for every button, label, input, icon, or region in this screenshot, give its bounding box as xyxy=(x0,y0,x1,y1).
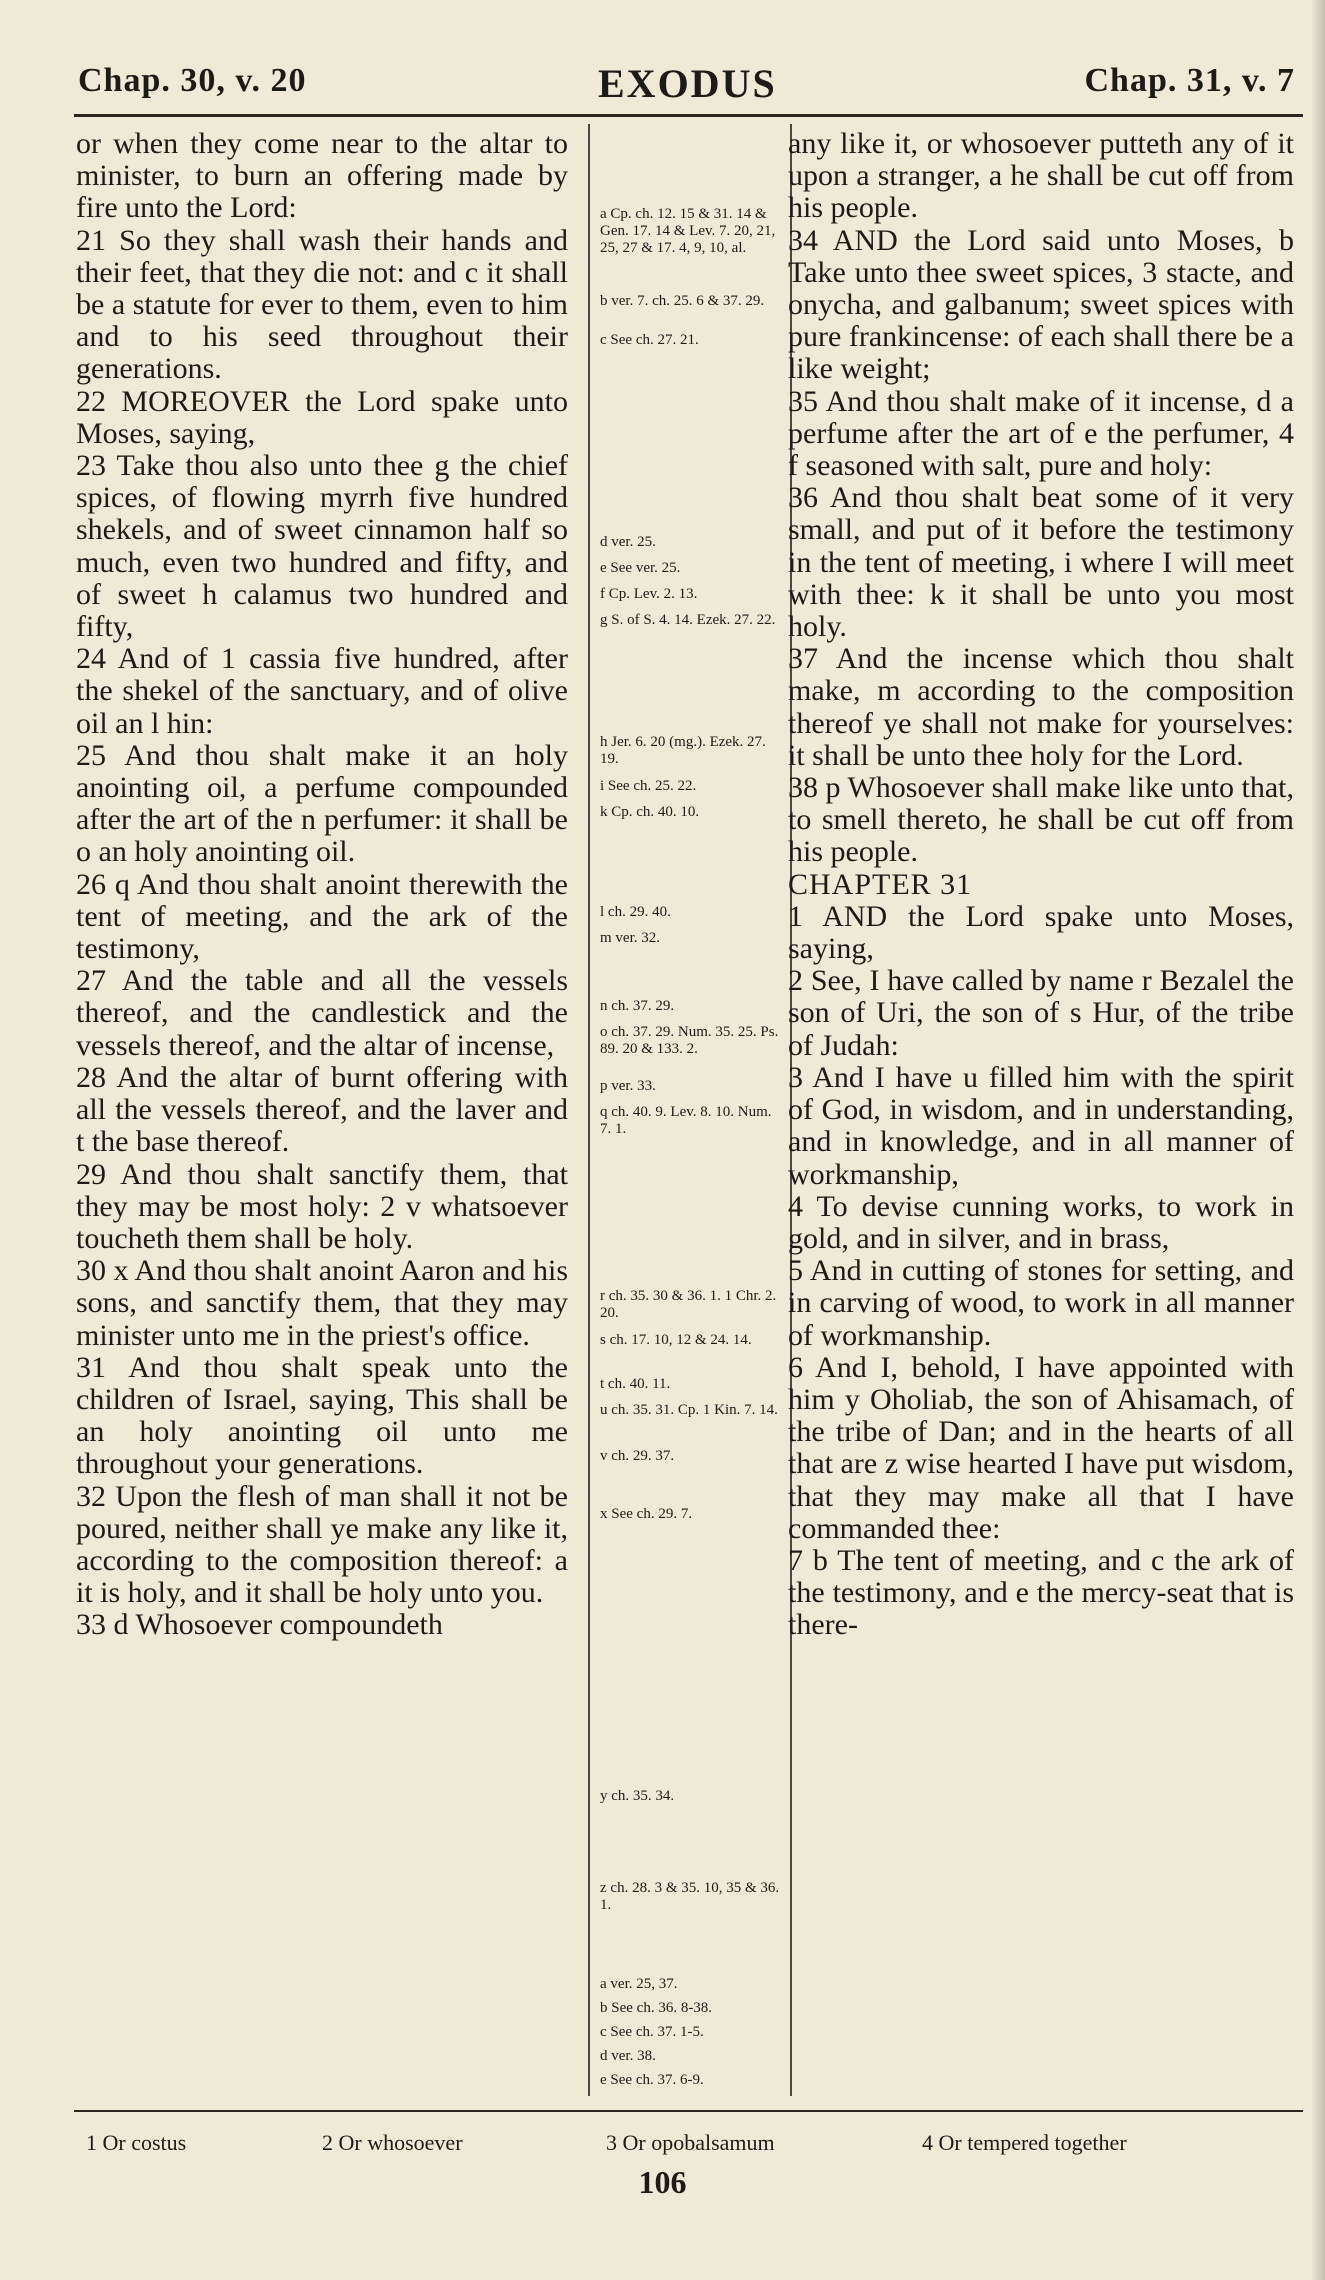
cross-reference: l ch. 29. 40. xyxy=(600,904,671,920)
cross-reference: a ver. 25, 37. xyxy=(600,1976,678,1992)
verse-paragraph: 37 And the incense which thou shalt make, m according to the composition thereof ye shall not make for yourselves: it shall be unto thee holy for the Lord. xyxy=(788,642,1294,772)
cross-reference: b ver. 7. ch. 25. 6 & 37. 29. xyxy=(600,293,765,309)
right-text-column xyxy=(788,128,1294,1642)
verse-paragraph: 28 And the altar of burnt offering with all the vessels thereof, and the laver and t the base thereof. xyxy=(76,1060,568,1159)
verse-paragraph: 4 To devise cunning works, to work in gold, and in silver, and in brass, xyxy=(788,1189,1294,1255)
verse-paragraph: 23 Take thou also unto thee g the chief spices, of flowing myrrh five hundred shekels, and of sweet cinnamon half so much, even two hundred and fifty, and of sweet h calamus two hundred and fifty, xyxy=(76,449,568,644)
verse-paragraph: 32 Upon the flesh of man shall it not be poured, neither shall ye make any like it, according to the composition thereof: a it is holy, and it shall be holy unto you. xyxy=(76,1479,568,1610)
cross-reference: m ver. 32. xyxy=(600,930,660,946)
footnote: 3 Or opobalsamum xyxy=(606,2130,775,2155)
cross-reference: d ver. 38. xyxy=(600,2048,656,2064)
page-edge-shadow xyxy=(1311,0,1325,2280)
verse-paragraph: 31 And thou shalt speak unto the children of Israel, saying, This shall be an holy anointing oil unto me throughout your generations. xyxy=(76,1350,568,1481)
cross-reference: c See ch. 37. 1-5. xyxy=(600,2024,704,2040)
cross-reference: d ver. 25. xyxy=(600,534,656,550)
cross-reference: q ch. 40. 9. Lev. 8. 10. Num. 7. 1. xyxy=(600,1104,772,1137)
cross-reference: e See ch. 37. 6-9. xyxy=(600,2072,704,2088)
cross-reference: i See ch. 25. 22. xyxy=(600,778,697,794)
verse-paragraph: 36 And thou shalt beat some of it very small, and put of it before the testimony in the tent of meeting, i where I will meet with thee: k it shall be unto you most holy. xyxy=(788,481,1294,644)
verse-paragraph: 30 x And thou shalt anoint Aaron and his sons, and sanctify them, that they may minister unto me in the priest's office. xyxy=(76,1254,568,1352)
cross-reference: z ch. 28. 3 & 35. 10, 35 & 36. 1. xyxy=(600,1880,780,1913)
verse-paragraph: 27 And the table and all the vessels thereof, and the candlestick and the vessels thereof, and the altar of incense, xyxy=(76,964,568,1062)
cross-reference: y ch. 35. 34. xyxy=(600,1788,675,1804)
verse-paragraph: 33 d Whosoever compoundeth xyxy=(76,1608,443,1642)
cross-reference: x See ch. 29. 7. xyxy=(600,1506,693,1522)
cross-reference: f Cp. Lev. 2. 13. xyxy=(600,586,698,602)
verse-paragraph: 1 AND the Lord spake unto Moses, saying, xyxy=(788,899,1294,966)
chapter-heading: CHAPTER 31 xyxy=(788,867,973,901)
footnote-rule xyxy=(74,2110,1303,2112)
header-right-reference: Chap. 31, v. 7 xyxy=(1084,62,1295,99)
verse-paragraph: any like it, or whosoever putteth any of it upon a stranger, a he shall be cut off from his people. xyxy=(788,127,1294,225)
cross-reference: o ch. 37. 29. Num. 35. 25. Ps. 89. 20 & 133. 2. xyxy=(600,1024,779,1057)
footnote: 1 Or costus xyxy=(86,2130,187,2155)
cross-reference: t ch. 40. 11. xyxy=(600,1376,671,1392)
verse-paragraph: 21 So they shall wash their hands and their feet, that they die not: and c it shall be a statute for ever to them, even to him and to his seed throughout their generations. xyxy=(76,223,568,386)
cross-reference: k Cp. ch. 40. 10. xyxy=(600,804,700,820)
verse-paragraph: 3 And I have u filled him with the spirit of God, in wisdom, and in understanding, and in knowledge, and in all manner of workmanship, xyxy=(788,1060,1294,1191)
verse-paragraph: 7 b The tent of meeting, and c the ark of the testimony, and e the mercy-seat that is there- xyxy=(788,1543,1294,1642)
verse-paragraph: 34 AND the Lord said unto Moses, b Take unto thee sweet spices, 3 stacte, and onycha, and galbanum; sweet spices with pure frankincense: of each shall there be a like weight; xyxy=(788,223,1294,386)
cross-reference: e See ver. 25. xyxy=(600,560,681,576)
footnote: 2 Or whosoever xyxy=(322,2130,463,2155)
column-divider-left xyxy=(588,124,590,2096)
header-rule xyxy=(74,114,1303,117)
header-book-title: EXODUS xyxy=(598,61,777,106)
verse-paragraph: or when they come near to the altar to minister, to burn an offering made by fire unto the Lord: xyxy=(76,127,568,225)
left-text-column xyxy=(76,128,568,1642)
verse-paragraph: 26 q And thou shalt anoint therewith the tent of meeting, and the ark of the testimony, xyxy=(76,867,568,966)
verse-paragraph: 38 p Whosoever shall make like unto that, to smell thereto, he shall be cut off from his people. xyxy=(788,771,1295,869)
verse-paragraph: 29 And thou shalt sanctify them, that they may be most holy: 2 v whatsoever toucheth them shall be holy. xyxy=(76,1157,568,1255)
header-left-reference: Chap. 30, v. 20 xyxy=(78,62,307,99)
cross-reference: s ch. 17. 10, 12 & 24. 14. xyxy=(600,1332,752,1348)
footnotes xyxy=(86,2130,1285,2160)
verse-paragraph: 22 MOREOVER the Lord spake unto Moses, saying, xyxy=(76,384,568,450)
verse-paragraph: 35 And thou shalt make of it incense, d a perfume after the art of e the perfumer, 4 f seasoned with salt, pure and holy: xyxy=(788,384,1294,483)
footnote: 4 Or tempered together xyxy=(922,2130,1127,2155)
cross-reference: b See ch. 36. 8-38. xyxy=(600,2000,713,2016)
cross-reference: h Jer. 6. 20 (mg.). Ezek. 27. 19. xyxy=(600,734,766,767)
cross-reference: r ch. 35. 30 & 36. 1. 1 Chr. 2. 20. xyxy=(600,1288,777,1321)
verse-paragraph: 25 And thou shalt make it an holy anointing oil, a perfume compounded after the art of the n perfumer: it shall be o an holy anointing oil. xyxy=(76,738,568,869)
page-number: 106 xyxy=(638,2164,687,2200)
cross-reference: a Cp. ch. 12. 15 & 31. 14 & Gen. 17. 14 & Lev. 7. 20, 21, 25, 27 & 17. 4, 9, 10, al. xyxy=(600,206,776,256)
verse-paragraph: 24 And of 1 cassia five hundred, after the shekel of the sanctuary, and of olive oil an l hin: xyxy=(76,642,568,740)
cross-reference: v ch. 29. 37. xyxy=(600,1448,675,1464)
verse-paragraph: 6 And I, behold, I have appointed with him y Oholiab, the son of Ahisamach, of the tribe of Dan; and in the hearts of all that are z wise hearted I have put wisdom, that they may make all that I have commanded thee: xyxy=(788,1350,1294,1545)
cross-reference: u ch. 35. 31. Cp. 1 Kin. 7. 14. xyxy=(600,1402,778,1418)
cross-reference: n ch. 37. 29. xyxy=(600,998,675,1014)
verse-paragraph: 5 And in cutting of stones for setting, and in carving of wood, to work in all manner of workmanship. xyxy=(788,1254,1294,1352)
verse-paragraph: 2 See, I have called by name r Bezalel the son of Uri, the son of s Hur, of the tribe of Judah: xyxy=(788,964,1294,1062)
cross-reference: c See ch. 27. 21. xyxy=(600,332,699,348)
cross-reference: p ver. 33. xyxy=(600,1078,656,1094)
cross-reference: g S. of S. 4. 14. Ezek. 27. 22. xyxy=(600,612,776,628)
running-header xyxy=(78,62,1295,112)
